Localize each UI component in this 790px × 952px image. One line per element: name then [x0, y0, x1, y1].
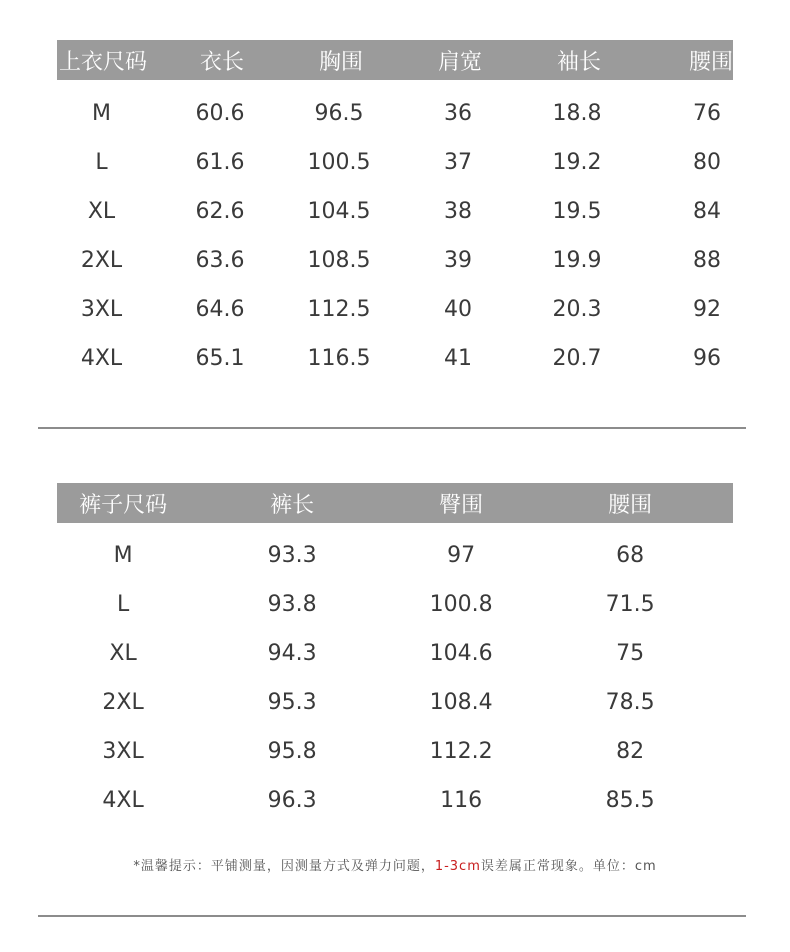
value-cell: 116	[440, 788, 483, 813]
size-cell: L	[116, 592, 130, 617]
header-cell: 臀围	[439, 492, 484, 518]
size-cell: 2XL	[80, 248, 123, 273]
size-cell: 3XL	[102, 739, 144, 764]
value-cell: 40	[444, 297, 472, 322]
value-cell: 76	[693, 101, 721, 126]
top-size-table	[57, 40, 733, 383]
pants-size-table	[57, 483, 733, 825]
size-cell: M	[92, 101, 111, 126]
size-cell: 2XL	[102, 690, 144, 715]
table-row	[57, 531, 733, 580]
header-cell: 裤子尺码	[79, 492, 168, 518]
size-cell: M	[113, 543, 133, 568]
size-cell: XL	[109, 641, 137, 666]
value-cell: 75	[616, 641, 645, 666]
value-cell: 19.2	[552, 150, 602, 175]
value-cell: 84	[693, 199, 721, 224]
bottom-divider	[38, 915, 746, 917]
value-cell: 93.8	[267, 592, 317, 617]
value-cell: 61.6	[195, 150, 245, 175]
header-cell: 衣长	[199, 49, 244, 75]
value-cell: 82	[616, 739, 645, 764]
value-cell: 63.6	[195, 248, 245, 273]
value-cell: 97	[447, 543, 476, 568]
value-cell: 62.6	[195, 199, 245, 224]
table-row	[57, 776, 733, 825]
value-cell: 80	[693, 150, 721, 175]
value-cell: 64.6	[195, 297, 245, 322]
value-cell: 96	[693, 346, 721, 371]
value-cell: 100.5	[307, 150, 371, 175]
value-cell: 88	[693, 248, 721, 273]
table-row	[57, 138, 733, 187]
section-divider	[38, 427, 746, 429]
value-cell: 96.5	[314, 101, 364, 126]
value-cell: 20.7	[552, 346, 602, 371]
header-cell: 腰围	[688, 49, 733, 75]
value-cell: 39	[444, 248, 472, 273]
value-cell: 60.6	[195, 101, 245, 126]
size-cell: L	[95, 150, 108, 175]
top-table-header	[57, 40, 733, 80]
header-cell: 腰围	[608, 492, 653, 518]
value-cell: 19.5	[552, 199, 602, 224]
value-cell: 96.3	[267, 788, 317, 813]
table-row	[57, 580, 733, 629]
size-cell: XL	[87, 199, 116, 224]
size-cell: 4XL	[80, 346, 123, 371]
value-cell: 108.4	[429, 690, 493, 715]
note-prefix: *温馨提示：平铺测量，因测量方式及弹力问题，	[133, 859, 435, 874]
table-row	[57, 727, 733, 776]
value-cell: 85.5	[605, 788, 655, 813]
size-cell: 4XL	[102, 788, 144, 813]
value-cell: 112.5	[307, 297, 371, 322]
table-row	[57, 678, 733, 727]
value-cell: 68	[616, 543, 645, 568]
size-cell: 3XL	[80, 297, 123, 322]
value-cell: 95.8	[267, 739, 317, 764]
value-cell: 95.3	[267, 690, 317, 715]
value-cell: 71.5	[605, 592, 655, 617]
table-row	[57, 89, 733, 138]
header-cell: 上衣尺码	[59, 49, 148, 75]
value-cell: 104.5	[307, 199, 371, 224]
value-cell: 92	[693, 297, 721, 322]
table-row	[57, 285, 733, 334]
table-row	[57, 629, 733, 678]
value-cell: 108.5	[307, 248, 371, 273]
value-cell: 41	[444, 346, 472, 371]
value-cell: 38	[444, 199, 472, 224]
value-cell: 116.5	[307, 346, 371, 371]
table-row	[57, 236, 733, 285]
value-cell: 37	[444, 150, 472, 175]
value-cell: 19.9	[552, 248, 602, 273]
value-cell: 112.2	[429, 739, 493, 764]
table-row	[57, 334, 733, 383]
value-cell: 18.8	[552, 101, 602, 126]
value-cell: 100.8	[429, 592, 493, 617]
header-cell: 胸围	[318, 49, 363, 75]
note-highlight: 1-3cm	[434, 859, 481, 874]
value-cell: 93.3	[267, 543, 317, 568]
value-cell: 104.6	[429, 641, 493, 666]
value-cell: 78.5	[605, 690, 655, 715]
header-cell: 肩宽	[437, 49, 482, 75]
value-cell: 36	[444, 101, 472, 126]
table-row	[57, 187, 733, 236]
pants-table-header	[57, 483, 733, 523]
value-cell: 94.3	[267, 641, 317, 666]
note-suffix: 误差属正常现象。单位：cm	[480, 859, 657, 874]
header-cell: 裤长	[270, 492, 315, 518]
header-cell: 袖长	[556, 49, 601, 75]
measurement-note	[0, 855, 790, 874]
value-cell: 65.1	[195, 346, 245, 371]
value-cell: 20.3	[552, 297, 602, 322]
